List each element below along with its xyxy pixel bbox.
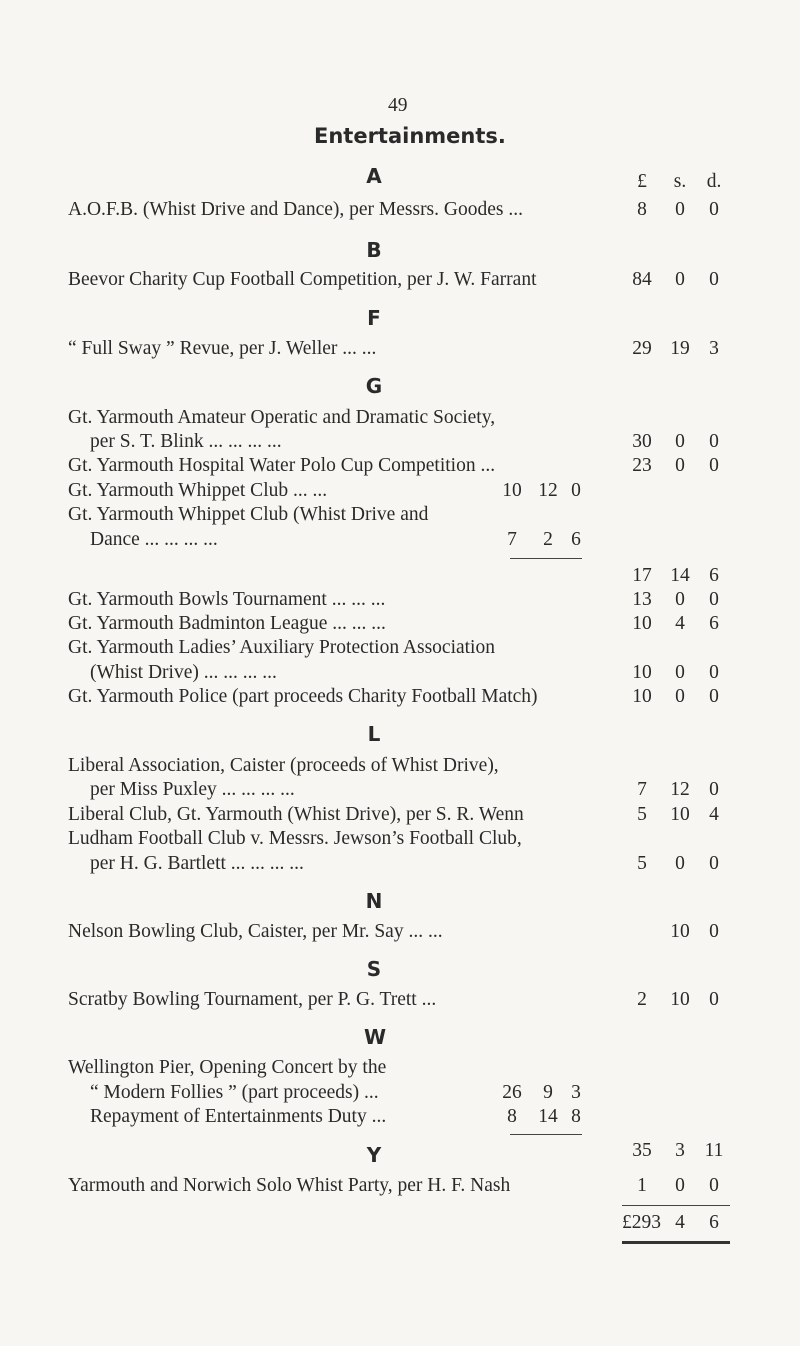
entry-whippet-whist-line2: Dance ... ... ... ... <box>90 529 218 550</box>
scratby-pence: 0 <box>709 989 719 1010</box>
nelson-pence: 0 <box>709 921 719 942</box>
hospital-pence: 0 <box>709 455 719 476</box>
badminton-shillings: 4 <box>675 613 685 634</box>
section-letter-g: G <box>365 374 383 398</box>
entry-badminton: Gt. Yarmouth Badminton League ... ... ... <box>68 613 386 634</box>
grand-total-pounds: £293 <box>622 1212 661 1233</box>
entry-ludham-line2: per H. G. Bartlett ... ... ... ... <box>90 853 304 874</box>
wellington-sub-pounds: 26 <box>502 1082 522 1103</box>
beevor-pounds: 84 <box>632 269 652 290</box>
fullsway-pounds: 29 <box>632 338 652 359</box>
grand-total-shillings: 4 <box>675 1212 685 1233</box>
beevor-pence: 0 <box>709 269 719 290</box>
whippet-total-shillings: 14 <box>670 565 690 586</box>
entry-full-sway: “ Full Sway ” Revue, per J. Weller ... ... <box>68 338 377 359</box>
entry-operatic-line2: per S. T. Blink ... ... ... ... <box>90 431 282 452</box>
entry-nelson: Nelson Bowling Club, Caister, per Mr. Say ... ... <box>68 921 443 942</box>
wellington-total-pounds: 35 <box>632 1140 652 1161</box>
liberal-assoc-shillings: 12 <box>670 779 690 800</box>
nelson-shillings: 10 <box>670 921 690 942</box>
repayment-sub-pence: 8 <box>571 1106 581 1127</box>
ladies-shillings: 0 <box>675 662 685 683</box>
section-letter-s: S <box>366 957 382 981</box>
section-letter-b: B <box>366 238 382 262</box>
entry-whippet: Gt. Yarmouth Whippet Club ... ... <box>68 480 328 501</box>
ludham-pounds: 5 <box>637 853 647 874</box>
liberal-assoc-pence: 0 <box>709 779 719 800</box>
entry-repayment: Repayment of Entertainments Duty ... <box>90 1106 387 1127</box>
police-pence: 0 <box>709 686 719 707</box>
entry-liberal-assoc-line2: per Miss Puxley ... ... ... ... <box>90 779 295 800</box>
whippet-whist-sub-pence: 6 <box>571 529 581 550</box>
hospital-shillings: 0 <box>675 455 685 476</box>
badminton-pounds: 10 <box>632 613 652 634</box>
header-pence: d. <box>706 171 722 192</box>
entry-ludham-line1: Ludham Football Club v. Messrs. Jewson’s Football Club, <box>68 828 522 849</box>
yarmouth-norwich-shillings: 0 <box>675 1175 685 1196</box>
page-title: Entertainments. <box>314 124 506 148</box>
yarmouth-norwich-pounds: 1 <box>637 1175 647 1196</box>
aofb-shillings: 0 <box>675 199 685 220</box>
operatic-pounds: 30 <box>632 431 652 452</box>
whippet-sub-shillings: 12 <box>538 480 558 501</box>
operatic-shillings: 0 <box>675 431 685 452</box>
ladies-pence: 0 <box>709 662 719 683</box>
whippet-sub-pounds: 10 <box>502 480 522 501</box>
whippet-total-pounds: 17 <box>632 565 652 586</box>
wellington-sub-pence: 3 <box>571 1082 581 1103</box>
wellington-subtotal-rule <box>510 1134 582 1135</box>
wellington-total-shillings: 3 <box>675 1140 685 1161</box>
entry-beevor: Beevor Charity Cup Football Competition, per J. W. Farrant <box>68 269 537 290</box>
entry-ladies-line1: Gt. Yarmouth Ladies’ Auxiliary Protection Association <box>68 637 495 658</box>
header-pounds: £ <box>637 171 647 192</box>
fullsway-pence: 3 <box>709 338 719 359</box>
entry-operatic-line1: Gt. Yarmouth Amateur Operatic and Dramatic Society, <box>68 407 496 428</box>
beevor-shillings: 0 <box>675 269 685 290</box>
entry-wellington-line2: “ Modern Follies ” (part proceeds) ... <box>90 1082 379 1103</box>
yarmouth-norwich-pence: 0 <box>709 1175 719 1196</box>
section-letter-l: L <box>367 722 381 746</box>
ludham-shillings: 0 <box>675 853 685 874</box>
entry-wellington-line1: Wellington Pier, Opening Concert by the <box>68 1057 387 1078</box>
aofb-pence: 0 <box>709 199 719 220</box>
grand-total-bottom-rule <box>622 1241 730 1244</box>
ladies-pounds: 10 <box>632 662 652 683</box>
whippet-subtotal-rule <box>510 558 582 559</box>
page-number: 49 <box>388 95 408 116</box>
aofb-pounds: 8 <box>637 199 647 220</box>
entry-whippet-whist-line1: Gt. Yarmouth Whippet Club (Whist Drive and <box>68 504 429 525</box>
wellington-total-pence: 11 <box>704 1140 724 1161</box>
scratby-pounds: 2 <box>637 989 647 1010</box>
entry-hospital: Gt. Yarmouth Hospital Water Polo Cup Competition ... <box>68 455 496 476</box>
whippet-whist-sub-pounds: 7 <box>507 529 517 550</box>
grand-total-top-rule <box>622 1205 730 1206</box>
entry-liberal-assoc-line1: Liberal Association, Caister (proceeds of Whist Drive), <box>68 755 499 776</box>
repayment-sub-shillings: 14 <box>538 1106 558 1127</box>
fullsway-shillings: 19 <box>670 338 690 359</box>
entry-scratby: Scratby Bowling Tournament, per P. G. Trett ... <box>68 989 437 1010</box>
bowls-pence: 0 <box>709 589 719 610</box>
police-pounds: 10 <box>632 686 652 707</box>
liberal-club-shillings: 10 <box>670 804 690 825</box>
liberal-club-pounds: 5 <box>637 804 647 825</box>
operatic-pence: 0 <box>709 431 719 452</box>
hospital-pounds: 23 <box>632 455 652 476</box>
liberal-club-pence: 4 <box>709 804 719 825</box>
section-letter-a: A <box>366 164 382 188</box>
liberal-assoc-pounds: 7 <box>637 779 647 800</box>
section-letter-f: F <box>367 306 381 330</box>
scratby-shillings: 10 <box>670 989 690 1010</box>
section-letter-n: N <box>365 889 383 913</box>
whippet-whist-sub-shillings: 2 <box>543 529 553 550</box>
badminton-pence: 6 <box>709 613 719 634</box>
entry-police: Gt. Yarmouth Police (part proceeds Charity Football Match) <box>68 686 538 707</box>
entry-bowls: Gt. Yarmouth Bowls Tournament ... ... ... <box>68 589 386 610</box>
entry-aofb: A.O.F.B. (Whist Drive and Dance), per Messrs. Goodes ... <box>68 199 523 220</box>
repayment-sub-pounds: 8 <box>507 1106 517 1127</box>
entry-yarmouth-norwich: Yarmouth and Norwich Solo Whist Party, per H. F. Nash <box>68 1175 511 1196</box>
whippet-sub-pence: 0 <box>571 480 581 501</box>
header-shillings: s. <box>673 171 687 192</box>
section-letter-y: Y <box>366 1143 382 1167</box>
wellington-sub-shillings: 9 <box>543 1082 553 1103</box>
bowls-pounds: 13 <box>632 589 652 610</box>
entry-liberal-club: Liberal Club, Gt. Yarmouth (Whist Drive), per S. R. Wenn <box>68 804 524 825</box>
grand-total-pence: 6 <box>709 1212 719 1233</box>
bowls-shillings: 0 <box>675 589 685 610</box>
whippet-total-pence: 6 <box>709 565 719 586</box>
police-shillings: 0 <box>675 686 685 707</box>
section-letter-w: W <box>364 1025 387 1049</box>
ludham-pence: 0 <box>709 853 719 874</box>
entry-ladies-line2: (Whist Drive) ... ... ... ... <box>90 662 277 683</box>
